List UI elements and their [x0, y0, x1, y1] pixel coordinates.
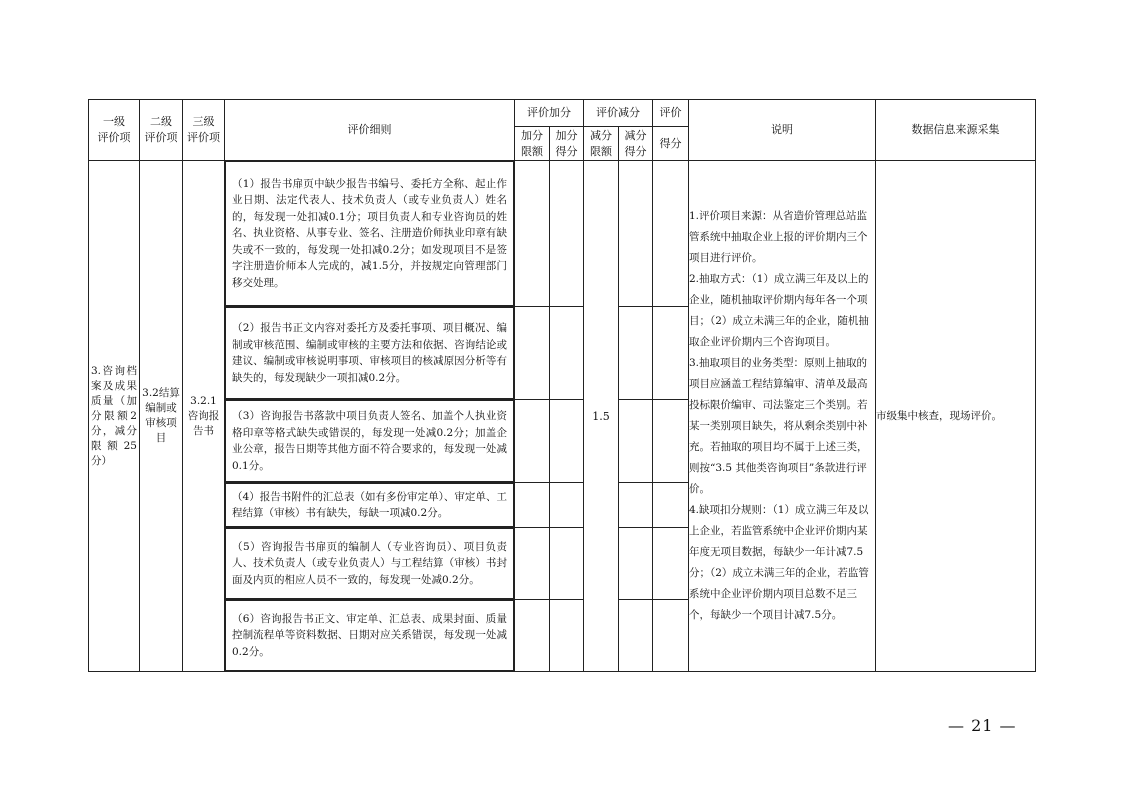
header-level1: 一级 评价项 [89, 100, 140, 161]
score-cell [653, 400, 689, 483]
bonus-score-cell [550, 400, 584, 483]
detail-item-6: （6）咨询报告书正文、审定单、汇总表、成果封面、质量控制流程单等资料数据、日期对应关系错误，每发现一处减0.2分。 [232, 612, 507, 658]
bonus-score-cell [550, 600, 584, 672]
score-cell [653, 307, 689, 400]
header-bonus-score: 加分 得分 [550, 127, 584, 161]
source-cell: 市级集中核查，现场评价。 [876, 161, 1036, 672]
level2-cell: 3.2结算编制或审核项目 [140, 161, 183, 672]
score-cell [653, 161, 689, 307]
bonus-limit-cell [515, 483, 550, 528]
bonus-limit-cell [515, 400, 550, 483]
header-source: 数据信息来源采集 [876, 100, 1036, 161]
deduct-score-cell [619, 307, 653, 400]
page-number: — 21 — [948, 716, 1017, 735]
header-score: 得分 [653, 127, 689, 161]
bonus-limit-cell [515, 600, 550, 672]
note-cell: 1.评价项目来源：从省造价管理总站监管系统中抽取企业上报的评价期内三个项目进行评价。 2.抽取方式：（1）成立满三年及以上的企业，随机抽取评价期内每年各一个项目；（2）成立未满三年的企业，随机抽取企业评价期内三个咨询项目。 3.抽取项目的业务类型：原则上抽取的项目应涵盖工程结算编审、清单及最高投标限价编审、司法鉴定三个类别。若某一类别项目缺失，将从剩余类别中补充。若抽取的项目均不属于上述三类，则按“3.5 其他类咨询项目”条款进行评价。 4.缺项扣分规则：（1）成立满三年及以上企业，若监管系统中企业评价期内某年度无项目数据，每缺少一年计减7.5分；（2）成立未满三年的企业，若监管系统中企业评价期内项目总数不足三个，每缺少一个项目计减7.5分。 [689, 161, 876, 672]
detail-cell [225, 600, 515, 672]
level3-cell: 3.2.1咨询报告书 [183, 161, 225, 672]
detail-item-4: （4）报告书附件的汇总表（如有多份审定单）、审定单、工程结算（审核）书有缺失，每缺一项减0.2分。 [232, 490, 507, 519]
detail-item-3: （3）咨询报告书落款中项目负责人签名、加盖个人执业资格印章等格式缺失或错误的，每发现一处减0.2分；加盖企业公章，报告日期等其他方面不符合要求的，每发现一处减0.1分。 [232, 410, 507, 472]
header-note: 说明 [689, 100, 876, 161]
header-detail: 评价细则 [225, 100, 515, 161]
detail-cell [225, 161, 515, 307]
bonus-limit-cell [515, 161, 550, 307]
score-cell [653, 528, 689, 600]
bonus-score-cell [550, 483, 584, 528]
detail-item-2: （2）报告书正文内容对委托方及委托事项、项目概况、编制或审核范围、编制或审核的主要方法和依据、咨询结论或建议、编制或审核说明事项、审核项目的核减原因分析等有缺失的，每发现缺少一项扣减0.2分。 [232, 322, 507, 384]
detail-cell [225, 483, 515, 528]
header-deduct-limit: 减分 限额 [584, 127, 619, 161]
deduct-score-cell [619, 400, 653, 483]
header-level3: 三级 评价项 [183, 100, 225, 161]
bonus-score-cell [550, 307, 584, 400]
header-deduct-group: 评价减分 [584, 100, 653, 127]
header-bonus-group: 评价加分 [515, 100, 584, 127]
deduct-score-cell [619, 161, 653, 307]
score-cell [653, 600, 689, 672]
bonus-score-cell [550, 528, 584, 600]
bonus-limit-cell [515, 307, 550, 400]
deduct-limit-cell: 1.5 [584, 161, 619, 672]
detail-item-5: （5）咨询报告书扉页的编制人（专业咨询员）、项目负责人、技术负责人（或专业负责人）与工程结算（审核）书封面及内页的相应人员不一致的，每发现一处减0.2分。 [232, 540, 507, 586]
header-score-group: 评价 [653, 100, 689, 127]
deduct-score-cell [619, 483, 653, 528]
detail-cell [225, 307, 515, 400]
detail-cell [225, 528, 515, 600]
detail-item-1: （1）报告书扉页中缺少报告书编号、委托方全称、起止作业日期、法定代表人、技术负责人（或专业负责人）姓名的，每发现一处扣减0.1分；项目负责人和专业咨询员的姓名、执业资格、从事专业、签名、注册造价师执业印章有缺失或不一致的，每发现一处扣减0.2分；如发现项目不是签字注册造价师本人完成的，减1.5分，并按规定向管理部门移交处理。 [232, 177, 507, 289]
bonus-score-cell [550, 161, 584, 307]
deduct-score-cell [619, 528, 653, 600]
bonus-limit-cell [515, 528, 550, 600]
header-deduct-score: 减分 得分 [619, 127, 653, 161]
deduct-score-cell [619, 600, 653, 672]
evaluation-table [88, 99, 1036, 672]
header-bonus-limit: 加分 限额 [515, 127, 550, 161]
detail-cell [225, 400, 515, 483]
header-level2: 二级 评价项 [140, 100, 183, 161]
score-cell [653, 483, 689, 528]
level1-cell: 3.咨询档案及成果质量（加分限额2分，减分限额25分） [89, 161, 140, 672]
